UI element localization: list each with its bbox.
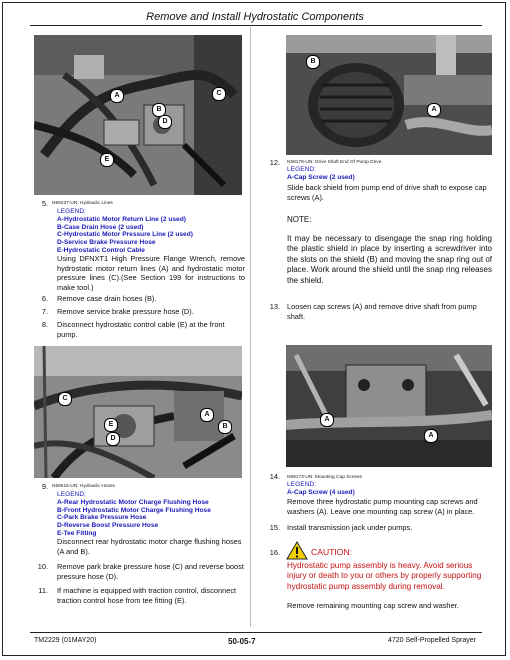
caution-triangle-icon xyxy=(286,541,308,560)
step-text: If machine is equipped with traction control, disconnect traction control hose from tee fitting (E). xyxy=(57,586,237,605)
legend-heading: LEGEND: xyxy=(287,166,316,173)
photo-drive-shaft-graphic xyxy=(286,35,492,155)
step-text: Remove park brake pressure hose (C) and reverse boost pressure hose (D). xyxy=(57,562,244,581)
step-text: Slide back shield from pump end of drive shaft to expose cap screws (A). xyxy=(287,183,487,202)
step-text: Using DFNXT1 High Pressure Flange Wrench, remove hydrostatic motor return lines (A) and hydrostatic motor pressure lines (C).(See Section 199 for instructions to make tool.) xyxy=(57,254,245,292)
callout-a: A xyxy=(110,89,124,103)
caution-text: Hydrostatic pump assembly is heavy. Avoid serious injury or death to you or others by properly supporting hydrostatic pump assembly during removal. xyxy=(287,561,482,591)
step-number: 11. xyxy=(38,586,48,595)
callout-a: A xyxy=(320,413,334,427)
legend-item: D-Service Brake Pressure Hose xyxy=(57,239,156,247)
step-text: Disconnect rear hydrostatic motor charge flushing hoses (A and B). xyxy=(57,537,242,556)
note-text: It may be necessary to disengage the snap ring holding the plastic shield in place by inserting a screwdriver into the slots on the shield (B) and moving the snap ring out of place. Work around the shield until the snap ring releases the shield. xyxy=(287,234,492,285)
caution-label: CAUTION: xyxy=(311,547,353,557)
page-title: Remove and Install Hydrostatic Components xyxy=(146,11,364,23)
step-text: Remove case drain hoses (B). xyxy=(57,294,157,303)
figure-caption: N59178-UN: Drive Shaft End Of Pump Drive xyxy=(287,160,382,165)
callout-e: E xyxy=(104,418,118,432)
legend-item: A-Hydrostatic Motor Return Line (2 used) xyxy=(57,215,186,223)
figure-caption: N59173-UN: Mounting Cap Screws xyxy=(287,475,362,480)
column-divider xyxy=(250,27,251,627)
callout-d: D xyxy=(158,115,172,129)
legend-item: E-Tee Fitting xyxy=(57,529,97,537)
step-text: Disconnect hydrostatic control cable (E) at the front pump. xyxy=(57,320,225,339)
legend-heading: LEGEND: xyxy=(57,491,86,498)
legend-item: A-Cap Screw (4 used) xyxy=(287,488,355,496)
footer-product-name: 4720 Self-Propelled Sprayer xyxy=(388,637,476,644)
step-number: 16. xyxy=(269,548,280,557)
callout-b: B xyxy=(218,420,232,434)
legend-heading: LEGEND: xyxy=(287,481,316,488)
step-number: 9. xyxy=(41,482,48,491)
legend-item: A-Rear Hydrostatic Motor Charge Flushing Hose xyxy=(57,498,209,506)
legend xyxy=(57,208,247,255)
step-text: Remove three hydrostatic pump mounting cap screws and washers (A). Leave one mounting cap screw (A) in place. xyxy=(287,497,478,516)
step-text: Loosen cap screws (A) and remove drive shaft from pump shaft. xyxy=(287,302,477,321)
step-text: Remove remaining mounting cap screw and washer. xyxy=(287,601,459,610)
step-text: Remove service brake pressure hose (D). xyxy=(57,307,194,316)
step-text: Install transmission jack under pumps. xyxy=(287,523,413,532)
photo-drive-shaft xyxy=(286,35,492,155)
legend xyxy=(287,481,487,497)
title-rule xyxy=(30,25,482,26)
photo-hydraulic-lines-graphic xyxy=(34,35,242,195)
callout-e: E xyxy=(100,153,114,167)
legend-item: A-Cap Screw (2 used) xyxy=(287,173,355,181)
footer-manual-id: TM2229 (01MAY20) xyxy=(34,637,97,644)
legend-heading: LEGEND: xyxy=(57,208,86,215)
footer-rule xyxy=(30,632,482,633)
step-number: 6. xyxy=(41,294,48,303)
figure-caption: N58515-UN: Hydraulic Hoses xyxy=(52,484,115,489)
step-number: 8. xyxy=(41,320,48,329)
legend xyxy=(57,491,247,538)
callout-a: A xyxy=(427,103,441,117)
callout-b: B xyxy=(152,103,166,117)
footer-page-number: 50-05-7 xyxy=(228,637,256,646)
step-number: 14. xyxy=(269,472,280,481)
step-number: 7. xyxy=(41,307,48,316)
figure-caption: N59237-UN: Hydraulic Lines xyxy=(52,201,113,206)
step-number: 10. xyxy=(37,562,48,571)
photo-mounting-cap-screws-graphic xyxy=(286,345,492,467)
step-number: 5. xyxy=(41,199,48,208)
step-number: 15. xyxy=(269,523,280,532)
legend xyxy=(287,166,487,182)
note-label: NOTE: xyxy=(287,215,312,224)
step-number: 12. xyxy=(269,158,280,167)
legend-item: C-Park Brake Pressure Hose xyxy=(57,514,147,522)
legend-item: C-Hydrostatic Motor Pressure Line (2 used) xyxy=(57,231,193,239)
step-number: 13. xyxy=(269,302,280,311)
callout-b: B xyxy=(306,55,320,69)
photo-hydraulic-hoses xyxy=(34,346,242,478)
legend-item: D-Reverse Boost Pressure Hose xyxy=(57,522,159,530)
legend-item: B-Front Hydrostatic Motor Charge Flushing Hose xyxy=(57,506,211,514)
callout-a: A xyxy=(424,429,438,443)
callout-c: C xyxy=(58,392,72,406)
photo-hydraulic-lines xyxy=(34,35,242,195)
callout-a: A xyxy=(200,408,214,422)
photo-mounting-cap-screws xyxy=(286,345,492,467)
legend-item: E-Hydrostatic Control Cable xyxy=(57,246,145,254)
callout-c: C xyxy=(212,87,226,101)
legend-item: B-Case Drain Hose (2 used) xyxy=(57,223,144,231)
callout-d: D xyxy=(106,432,120,446)
caution-icon xyxy=(286,541,308,560)
